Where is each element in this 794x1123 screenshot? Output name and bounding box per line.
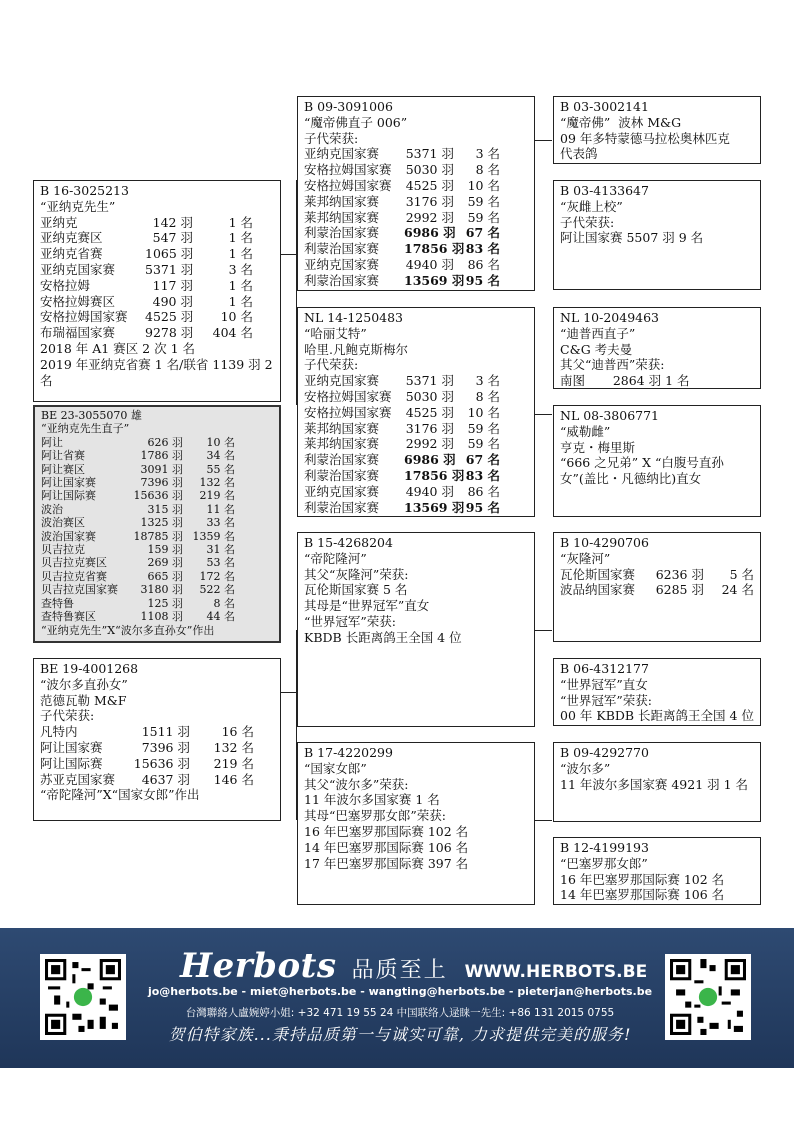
result-race: 安格拉姆国家赛 [304,177,392,193]
ring-number: BE 19-4001268 [40,661,139,676]
ring-number: NL 14-1250483 [304,310,404,325]
result-birds: 547 羽 [152,230,193,246]
result-birds: 7396 羽 [141,739,190,755]
result-birds: 15636 羽 [133,489,183,503]
subject-header [41,409,275,422]
result-place: 86 名 [467,256,500,272]
result-birds: 2992 羽 [405,436,454,452]
result-place: 55 名 [206,462,235,476]
info-line: 09 年多特蒙德马拉松奥林匹克 [560,130,730,146]
result-race: 查特鲁 [41,596,74,610]
qr-code-left[interactable] [40,954,126,1040]
ring-number: B 03-3002141 [560,99,649,114]
info-line: 14 年巴塞罗那国际赛 106 名 [560,887,725,903]
info-line: 其母“巴塞罗那女郎”荣获: [304,808,446,824]
info-line: 瓦伦斯国家赛 5 名 [304,582,408,598]
result-place: 53 名 [206,556,235,570]
result-race: 亚纳克国家赛 [304,483,380,499]
result-place: 59 名 [467,193,500,209]
result-place: 24 名 [721,582,754,598]
info-line: 南图 2864 羽 1 名 [560,373,690,389]
result-place: 5 名 [729,566,754,582]
info-line: “巴塞罗那女郎” [560,855,648,871]
result-birds: 4940 羽 [405,256,454,272]
results-table [41,436,275,624]
result-place: 11 名 [206,502,235,516]
result-birds: 6285 羽 [655,582,704,598]
breeder-name: 哈里.凡鲍克斯梅尔 [304,341,408,357]
result-place: 1 名 [228,293,253,309]
result-race: 凡特内 [40,724,78,740]
result-place: 10 名 [220,309,253,325]
info-line: 其父“迪普西”荣获: [560,357,665,373]
result-place: 1359 名 [192,529,235,543]
pigeon-name: “波尔多直孙女” [40,676,128,692]
result-birds: 3176 羽 [405,420,454,436]
result-birds: 4637 羽 [141,771,190,787]
pigeon-name: “国家女郎” [304,760,367,776]
note-line: 2019 年亚纳克省赛 1 名/联省 1139 羽 2 [40,356,273,372]
offspring-label: 子代荣获: [40,708,95,724]
result-place: 59 名 [467,209,500,225]
connector-line [534,140,552,141]
breeder-name: 范德瓦勒 M&F [40,692,127,708]
results-table [560,567,756,599]
result-race: 瓦伦斯国家赛 [560,566,636,582]
result-place: 10 名 [467,404,500,420]
result-birds: 125 羽 [147,596,183,610]
result-race: 贝吉拉克 [41,543,85,557]
result-race: 安格拉姆国家赛 [304,404,392,420]
result-race: 阿让国家赛 [41,476,96,490]
info-line: “世界冠军”荣获: [304,613,396,629]
result-race: 亚纳克国家赛 [40,261,116,277]
note-line: “帝陀隆河”X“国家女郎”作出 [40,787,200,803]
result-birds: 5030 羽 [405,162,454,178]
result-race: 亚纳克赛区 [40,230,103,246]
result-birds: 6236 羽 [655,566,704,582]
ring-number: B 03-4133647 [560,183,649,198]
connector-line [280,692,297,693]
result-race: 阿让国际赛 [40,755,103,771]
result-birds: 13569 羽 [404,272,465,288]
info-line: 女”(盖比・凡德纳比)直女 [560,471,702,487]
result-race: 利蒙治国家赛 [304,241,380,257]
result-race: 利蒙治国家赛 [304,452,380,468]
info-line: 子代荣获: [560,214,615,230]
pigeon-name: “灰隆河” [560,550,611,566]
result-birds: 3176 羽 [405,193,454,209]
result-race: 利蒙治国家赛 [304,272,380,288]
pigeon-name: “魔帝佛直子 006” [304,114,408,130]
result-race: 波治 [41,502,63,516]
result-race: 安格拉姆 [40,277,91,293]
result-birds: 626 羽 [147,435,183,449]
result-birds: 1325 羽 [140,516,183,530]
result-birds: 1108 羽 [140,610,183,624]
ring-number: B 06-4312177 [560,661,649,676]
ring-number: BE 23-3055070 [41,409,128,422]
sire-sire-card [297,96,535,291]
website-link[interactable]: WWW.HERBOTS.BE [464,962,648,982]
ddd-card [553,837,761,905]
offspring-label: 子代荣获: [304,357,359,373]
ring-number: B 10-4290706 [560,535,649,550]
result-place: 3 名 [475,373,500,389]
info-line: KBDB 长距离鸽王全国 4 位 [304,629,462,645]
result-birds: 6986 羽 [404,452,456,468]
result-place: 8 名 [475,388,500,404]
result-birds: 7396 羽 [140,476,183,490]
result-birds: 142 羽 [152,214,193,230]
result-race: 莱邦纳国家赛 [304,420,380,436]
info-line: 16 年巴塞罗那国际赛 102 名 [304,823,469,839]
dsd-card [553,658,761,726]
info-line: 17 年巴塞罗那国际赛 397 名 [304,855,469,871]
info-line: “世界冠军”荣获: [560,692,652,708]
info-line: “666 之兄弟” X “白腹号直孙 [560,455,724,471]
result-birds: 159 羽 [147,543,183,557]
pigeon-name: “哈丽艾特” [304,325,367,341]
result-race: 贝吉拉克国家赛 [41,583,118,597]
result-place: 10 名 [467,177,500,193]
connector-line [534,630,552,631]
result-birds: 117 羽 [152,277,193,293]
result-place: 67 名 [465,225,500,241]
qr-code-icon [45,959,121,1035]
ring-number: B 15-4268204 [304,535,393,550]
email-list[interactable]: jo@herbots.be - miet@herbots.be - wangting@herbots.be - pieterjan@herbots.be [147,985,653,998]
result-birds: 269 羽 [147,556,183,570]
result-place: 95 名 [465,272,500,288]
connector-line [534,820,552,821]
result-place: 522 名 [199,583,235,597]
info-line: “魔帝佛” 波林 M&G [560,114,682,130]
subject-card [33,405,281,643]
connector-line [534,414,552,415]
result-birds: 4940 羽 [405,483,454,499]
sire-card [33,180,281,402]
info-line: 14 年巴塞罗那国际赛 106 名 [304,839,469,855]
result-race: 查特鲁赛区 [41,610,96,624]
result-birds: 315 羽 [147,502,183,516]
info-line: “迪普西直子” [560,325,636,341]
result-birds: 490 羽 [152,293,193,309]
company-motto: 贺伯特家族...秉持品质第一与诚实可靠, 力求提供完美的服务! [168,1025,632,1044]
result-place: 1 名 [228,230,253,246]
result-birds: 5371 羽 [405,146,454,162]
result-place: 34 名 [206,449,235,463]
result-place: 83 名 [465,467,500,483]
pigeon-name: “帝陀隆河” [304,550,367,566]
info-line: 其母是“世界冠军”直女 [304,598,430,614]
result-place: 172 名 [199,569,235,583]
result-race: 阿让国际赛 [41,489,96,503]
result-race: 亚纳克 [40,214,78,230]
result-place: 146 名 [213,771,254,787]
result-race: 利蒙治国家赛 [304,499,380,515]
result-place: 8 名 [475,162,500,178]
info-line: 代表鸽 [560,146,598,162]
result-place: 1 名 [228,277,253,293]
ring-number: B 16-3025213 [40,183,129,198]
result-race: 亚纳克省赛 [40,246,103,262]
info-line: 11 年波尔多国家赛 1 名 [304,792,440,808]
dss-card [553,532,761,642]
result-place: 10 名 [206,435,235,449]
result-race: 阿让赛区 [41,462,85,476]
result-race: 阿让国家赛 [40,739,103,755]
result-race: 苏亚克国家赛 [40,771,116,787]
result-race: 亚纳克国家赛 [304,373,380,389]
result-place: 3 名 [475,146,500,162]
ssd-card [553,180,761,290]
sex-label: 雄 [130,409,142,422]
result-place: 31 名 [206,543,235,557]
result-place: 219 名 [199,489,235,503]
brand-slogan: 品质至上 [351,958,448,983]
sire-dam-card [297,307,535,517]
offspring-label: 子代荣获: [304,130,359,146]
result-race: 波治国家赛 [41,529,96,543]
result-birds: 1786 羽 [140,449,183,463]
result-place: 67 名 [465,452,500,468]
result-race: 莱邦纳国家赛 [304,193,380,209]
result-birds: 9278 羽 [145,325,194,341]
dds-card [553,742,761,822]
result-race: 亚纳克国家赛 [304,256,380,272]
info-line: 亨克・梅里斯 [560,439,636,455]
result-race: 安格拉姆国家赛 [304,388,392,404]
result-place: 86 名 [467,483,500,499]
info-line: 00 年 KBDB 长距离鸽王全国 4 位 [560,708,754,724]
result-place: 1 名 [228,246,253,262]
result-race: 利蒙治国家赛 [304,225,380,241]
pigeon-name: “亚纳克先生直子” [41,422,130,436]
note-line: 2018 年 A1 赛区 2 次 1 名 [40,340,196,356]
result-birds: 15636 羽 [133,755,190,771]
ring-number: B 17-4220299 [304,745,393,760]
result-birds: 3180 羽 [140,583,183,597]
ring-number: B 12-4199193 [560,840,649,855]
result-race: 波品纳国家赛 [560,582,636,598]
result-birds: 3091 羽 [140,462,183,476]
ring-number: B 09-3091006 [304,99,393,114]
qr-code-icon [670,959,746,1035]
result-place: 8 名 [213,596,235,610]
result-birds: 17856 羽 [404,241,465,257]
result-place: 44 名 [206,610,235,624]
info-line: “世界冠军”直女 [560,676,648,692]
results-table [40,215,276,341]
info-line: “波尔多” [560,760,611,776]
result-birds: 1065 羽 [145,246,194,262]
note-line: “亚纳克先生”X“波尔多直孙女”作出 [41,623,215,637]
brand-row [180,946,648,986]
result-place: 16 名 [221,724,254,740]
dam-sire-card [297,532,535,727]
result-place: 33 名 [206,516,235,530]
result-place: 132 名 [199,476,235,490]
info-line: 其父“灰隆河”荣获: [304,566,409,582]
result-birds: 1511 羽 [141,724,190,740]
result-place: 59 名 [467,420,500,436]
dam-card [33,658,281,821]
result-race: 阿让 [41,435,63,449]
footer-banner [0,928,794,1068]
result-race: 阿让省赛 [41,449,85,463]
dam-dam-card [297,742,535,905]
result-birds: 2992 羽 [405,209,454,225]
result-birds: 4525 羽 [405,177,454,193]
result-place: 3 名 [228,261,253,277]
result-race: 亚纳克国家赛 [304,146,380,162]
result-place: 132 名 [213,739,254,755]
result-race: 莱邦纳国家赛 [304,209,380,225]
results-table [304,373,530,515]
result-place: 219 名 [213,755,254,771]
sss-card [553,96,761,164]
ring-number: NL 08-3806771 [560,408,660,423]
result-birds: 5371 羽 [145,261,194,277]
result-birds: 4525 羽 [145,309,194,325]
result-race: 贝吉拉克赛区 [41,556,107,570]
qr-code-right[interactable] [665,954,751,1040]
ring-number: NL 10-2049463 [560,310,660,325]
result-race: 莱邦纳国家赛 [304,436,380,452]
info-line: “威勒雌” [560,423,611,439]
contact-phones: 台灣聯絡人盧婉婷小姐: +32 471 19 55 24 中国联络人逯睐一先生: +86 131 2015 0755 [185,1007,615,1019]
result-birds: 4525 羽 [405,404,454,420]
result-race: 安格拉姆国家赛 [304,162,392,178]
result-birds: 18785 羽 [133,529,183,543]
result-place: 1 名 [228,214,253,230]
info-line: 16 年巴塞罗那国际赛 102 名 [560,871,725,887]
sdd-card [553,405,761,517]
result-race: 利蒙治国家赛 [304,467,380,483]
info-line: C&G 考夫曼 [560,341,633,357]
result-race: 贝吉拉克省赛 [41,569,107,583]
result-place: 404 名 [212,325,253,341]
result-race: 波治赛区 [41,516,85,530]
result-birds: 665 羽 [147,569,183,583]
info-line: 阿让国家赛 5507 羽 9 名 [560,230,704,246]
result-place: 83 名 [465,241,500,257]
sds-card [553,307,761,389]
result-birds: 6986 羽 [404,225,456,241]
result-birds: 17856 羽 [404,467,465,483]
info-line: “灰雌上校” [560,198,623,214]
result-place: 95 名 [465,499,500,515]
results-table [304,146,530,288]
result-birds: 5030 羽 [405,388,454,404]
ring-number: B 09-4292770 [560,745,649,760]
info-line: 11 年波尔多国家赛 4921 羽 1 名 [560,776,749,792]
result-place: 59 名 [467,436,500,452]
result-race: 安格拉姆赛区 [40,293,116,309]
pigeon-name: “亚纳克先生” [40,198,116,214]
connector-line [280,254,297,255]
results-table [40,724,276,787]
brand-logo: Herbots [180,946,337,986]
result-birds: 5371 羽 [405,373,454,389]
result-race: 布瑞福国家赛 [40,325,116,341]
note-line: 名 [40,372,53,388]
info-line: 其父“波尔多”荣获: [304,776,409,792]
result-birds: 13569 羽 [404,499,465,515]
result-race: 安格拉姆国家赛 [40,309,128,325]
